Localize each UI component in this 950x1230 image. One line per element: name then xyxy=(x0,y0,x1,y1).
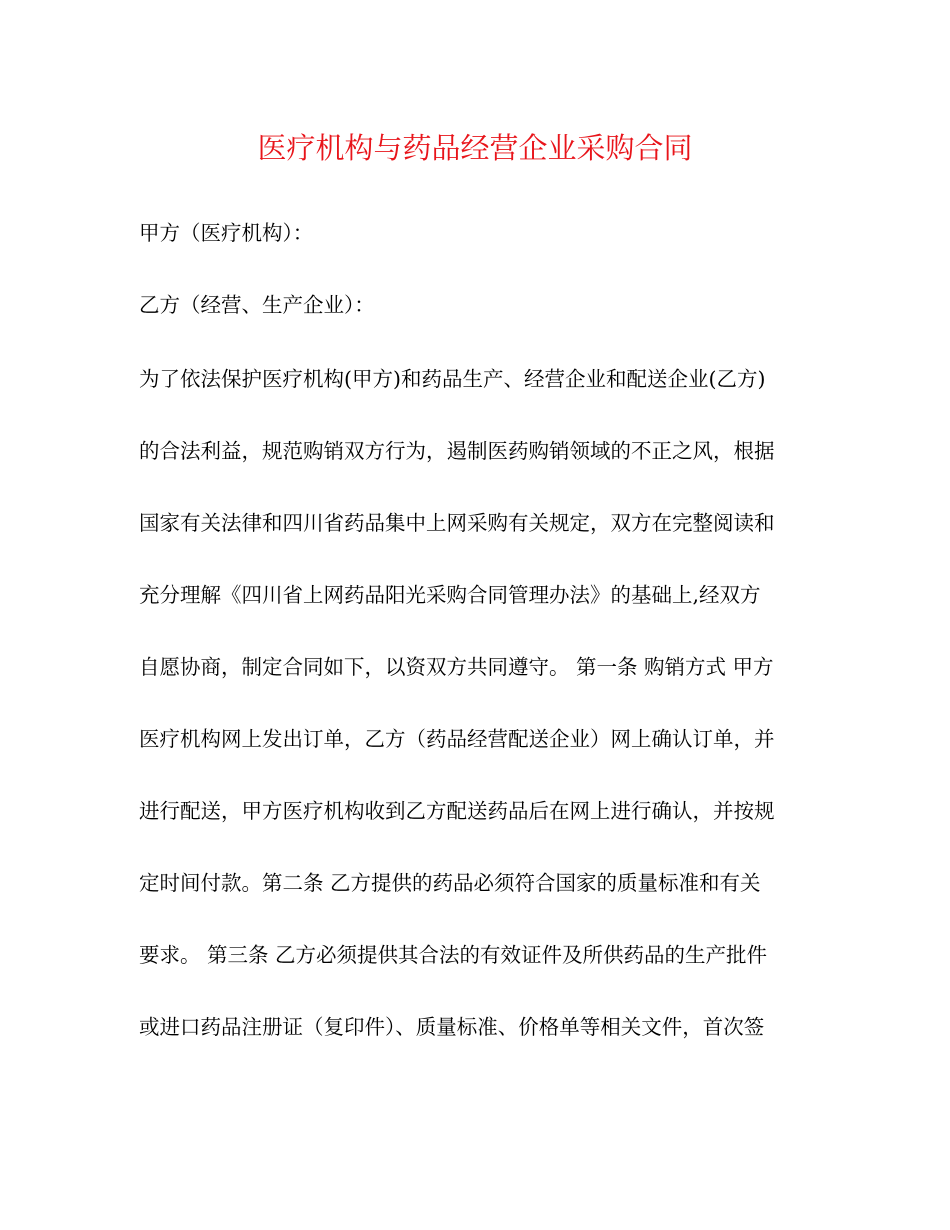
body-line: 国家有关法律和四川省药品集中上网采购有关规定，双方在完整阅读和 xyxy=(139,511,775,535)
body-line: 的合法利益，规范购销双方行为，遏制医药购销领域的不正之风，根据 xyxy=(139,439,775,463)
body-line: 进行配送，甲方医疗机构收到乙方配送药品后在网上进行确认，并按规 xyxy=(139,799,775,823)
body-line: 自愿协商，制定合同如下，以资双方共同遵守。 第一条 购销方式 甲方 xyxy=(139,655,774,679)
body-line: 要求。 第三条 乙方必须提供其合法的有效证件及所供药品的生产批件 xyxy=(139,943,768,967)
body-line: 或进口药品注册证（复印件）、质量标准、价格单等相关文件，首次签 xyxy=(139,1015,765,1039)
body-line: 为了依法保护医疗机构(甲方)和药品生产、经营企业和配送企业(乙方) xyxy=(139,367,766,391)
document-title: 医疗机构与药品经营企业采购合同 xyxy=(257,131,693,165)
body-line: 充分理解《四川省上网药品阳光采购合同管理办法》的基础上,经双方 xyxy=(139,583,761,607)
party-b-line: 乙方（经营、生产企业）： xyxy=(139,293,375,317)
body-line: 定时间付款。第二条 乙方提供的药品必须符合国家的质量标准和有关 xyxy=(139,871,761,895)
body-line: 医疗机构网上发出订单，乙方（药品经营配送企业）网上确认订单，并 xyxy=(139,727,775,751)
party-a-line: 甲方（医疗机构）： xyxy=(139,221,314,245)
